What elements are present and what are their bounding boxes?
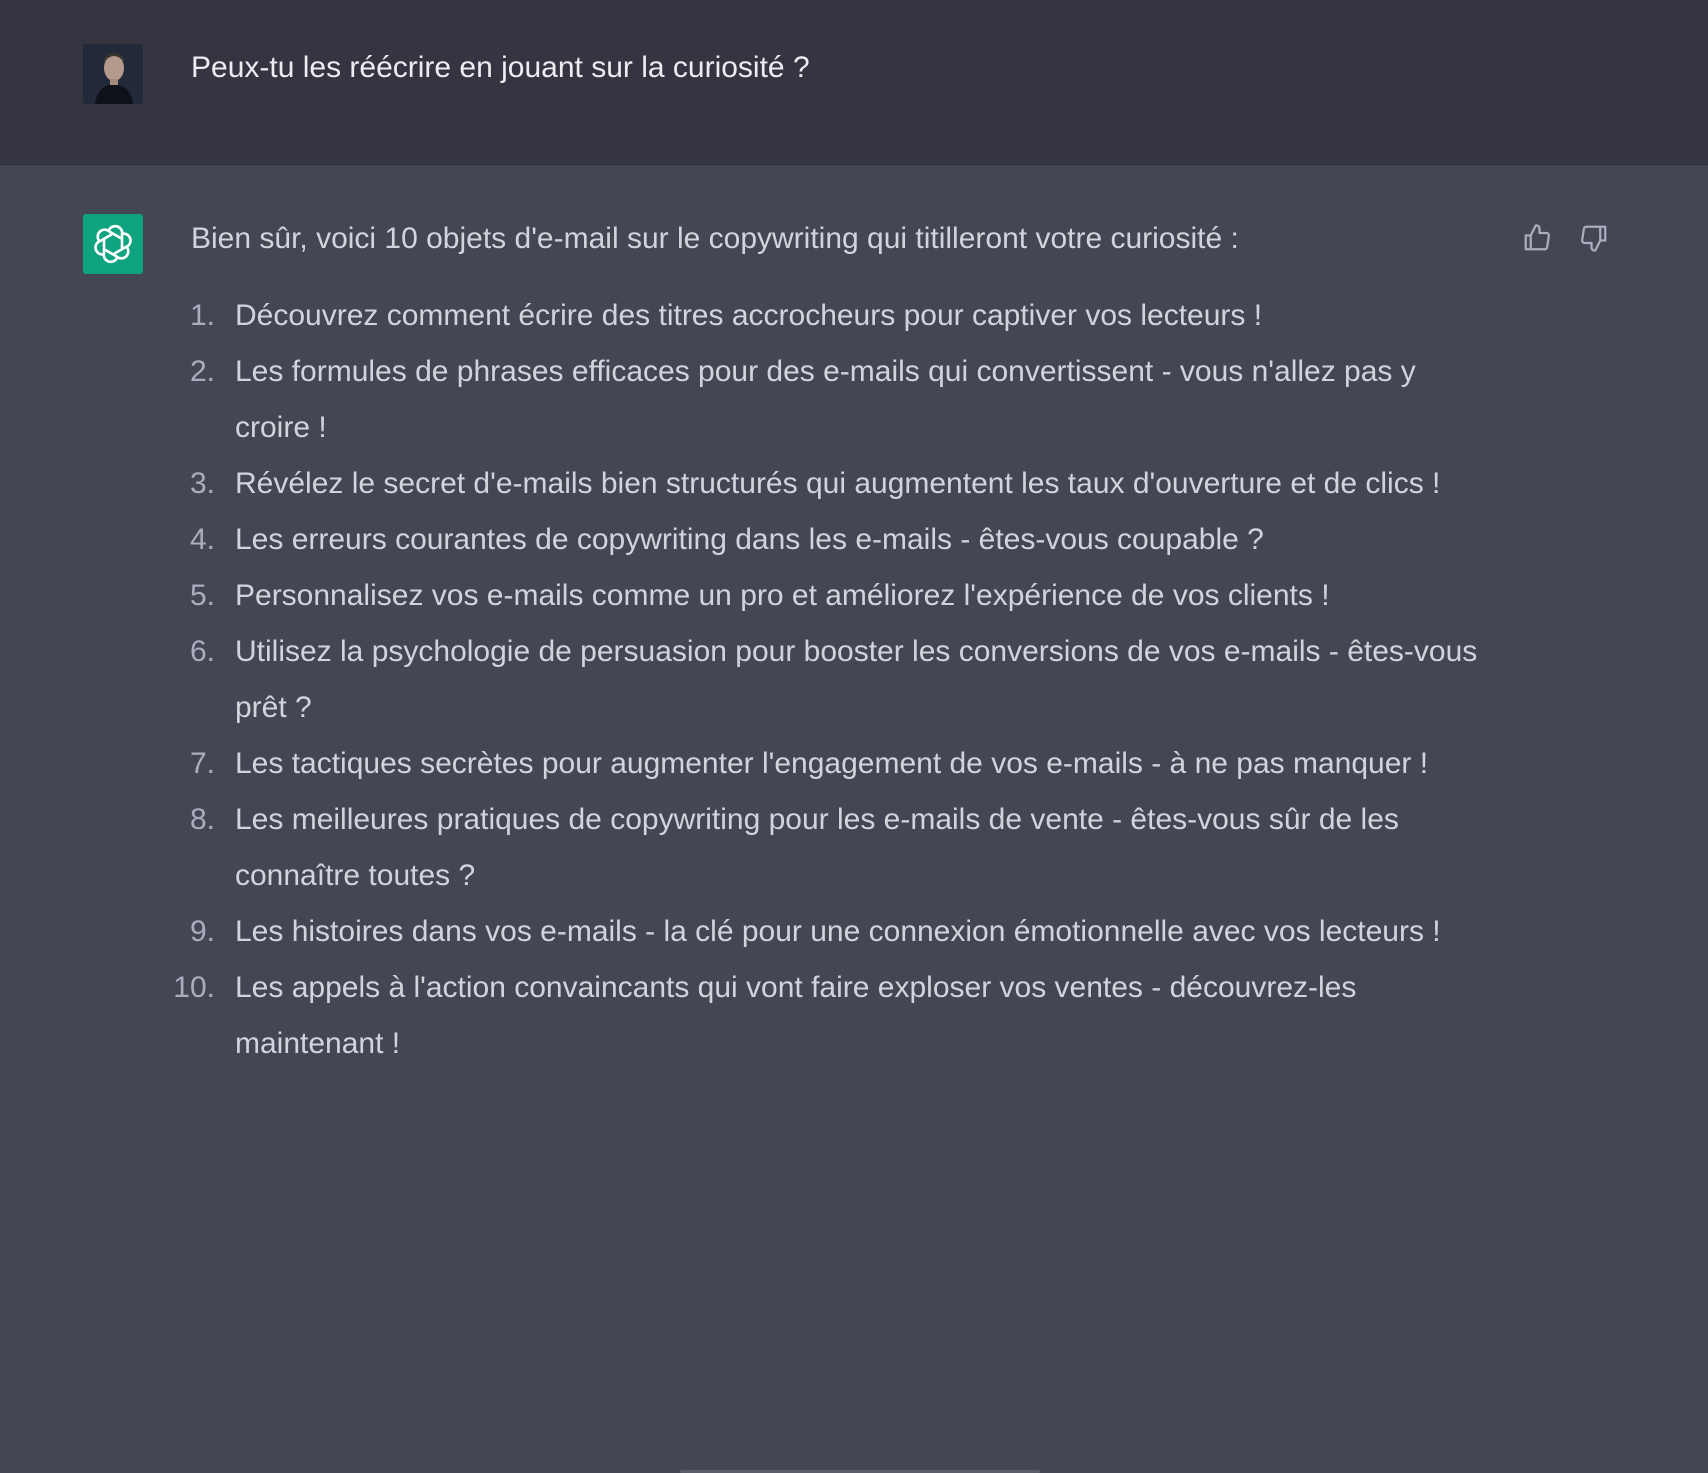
list-item-number: 7. [189, 747, 215, 780]
user-photo-avatar [83, 44, 143, 104]
list-item-number: 10. [173, 971, 215, 1004]
list-item [170, 288, 1490, 344]
assistant-intro-text: Bien sûr, voici 10 objets d'e-mail sur le copywriting qui titilleront votre curiosité : [191, 222, 1239, 255]
user-avatar [83, 44, 143, 104]
subject-lines-list [170, 288, 1490, 1072]
list-item-text: Personnalisez vos e-mails comme un pro et améliorez l'expérience de vos clients ! [235, 579, 1330, 612]
list-item-number: 9. [189, 915, 215, 948]
list-item-number: 8. [189, 803, 215, 836]
list-item-number: 4. [189, 523, 215, 556]
list-item-text: Les appels à l'action convaincants qui vont faire exploser vos ventes - découvrez-les maintenant ! [235, 971, 1357, 1060]
list-item-text: Les meilleures pratiques de copywriting pour les e-mails de vente - êtes-vous sûr de les connaître toutes ? [235, 803, 1399, 892]
list-item [170, 904, 1490, 960]
list-item-number: 5. [189, 579, 215, 612]
thumbs-down-button[interactable] [1577, 221, 1611, 255]
list-item [170, 512, 1490, 568]
list-item-text: Révélez le secret d'e-mails bien structurés qui augmentent les taux d'ouverture et de clics ! [235, 467, 1441, 500]
assistant-avatar [83, 214, 143, 274]
list-item-number: 6. [189, 635, 215, 668]
list-item-text: Utilisez la psychologie de persuasion pour booster les conversions de vos e-mails - êtes-vous prêt ? [235, 635, 1478, 724]
list-item-text: Les erreurs courantes de copywriting dans les e-mails - êtes-vous coupable ? [235, 523, 1264, 556]
assistant-message-row [0, 165, 1708, 1308]
list-item [170, 792, 1490, 904]
list-item [170, 456, 1490, 512]
openai-logo-icon [92, 223, 134, 265]
list-item [170, 568, 1490, 624]
thumbs-up-icon [1522, 223, 1552, 253]
list-item [170, 344, 1490, 456]
list-item-number: 1. [189, 299, 215, 332]
list-item-text: Les formules de phrases efficaces pour des e-mails qui convertissent - vous n'allez pas y croire ! [235, 355, 1416, 444]
thumbs-down-icon [1579, 223, 1609, 253]
list-item [170, 736, 1490, 792]
list-item-text: Découvrez comment écrire des titres accrocheurs pour captiver vos lecteurs ! [235, 299, 1263, 332]
list-item-number: 3. [189, 467, 215, 500]
user-message-row [0, 0, 1708, 165]
list-item [170, 624, 1490, 736]
thumbs-up-button[interactable] [1520, 221, 1554, 255]
list-item-number: 2. [189, 355, 215, 388]
list-item-text: Les histoires dans vos e-mails - la clé pour une connexion émotionnelle avec vos lecteurs ! [235, 915, 1441, 948]
user-message-text: Peux-tu les réécrire en jouant sur la curiosité ? [191, 51, 810, 84]
list-item-text: Les tactiques secrètes pour augmenter l'engagement de vos e-mails - à ne pas manquer ! [235, 747, 1429, 780]
list-item [170, 960, 1490, 1072]
